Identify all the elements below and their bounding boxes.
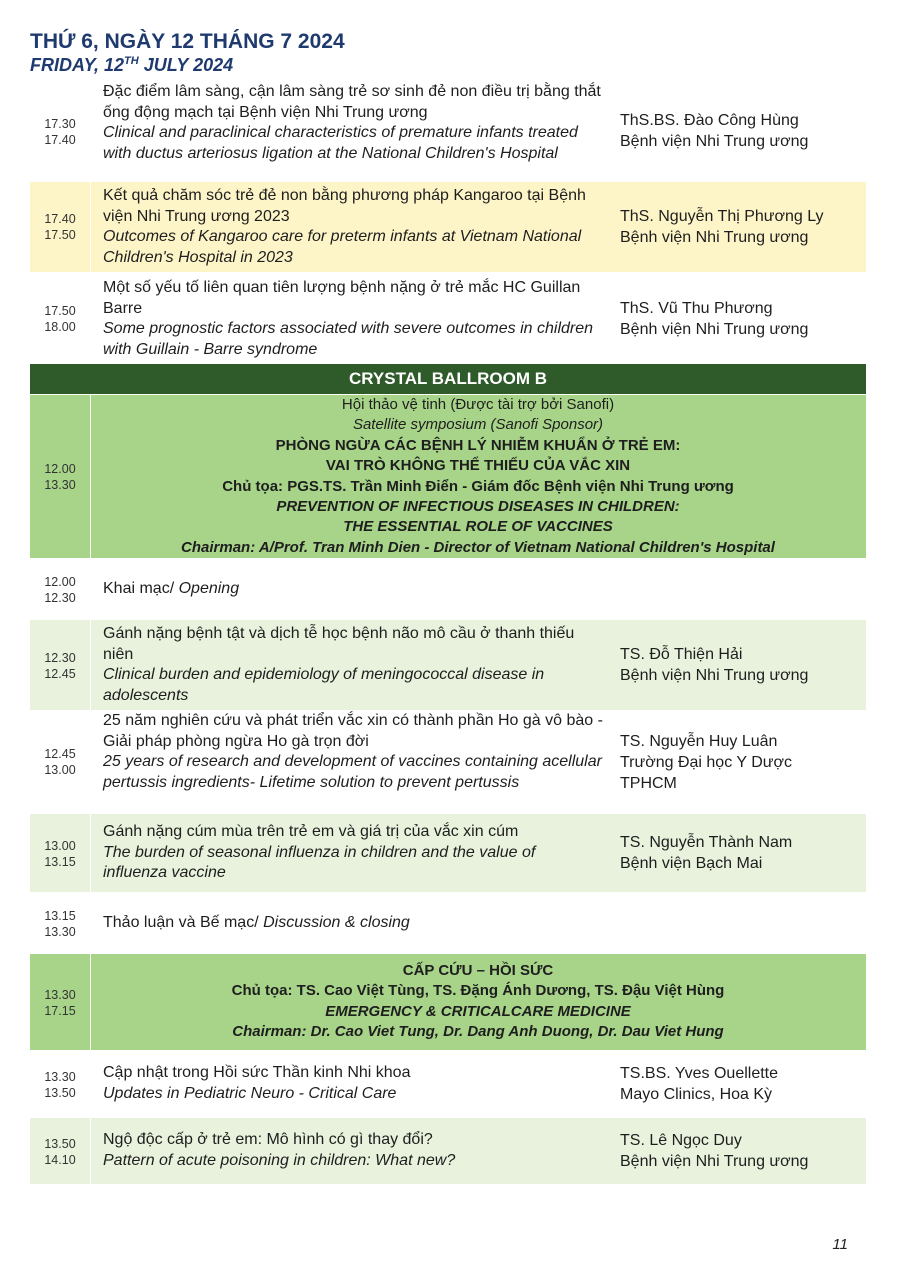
symposium-line: VAI TRÒ KHÔNG THỂ THIẾU CỦA VẮC XIN [325, 457, 631, 475]
time-start: 13.15 [44, 909, 76, 923]
talk-title-en: 25 years of research and development of vaccines containing acellular pertussis ingredients- Lifetime solution to prevent pertussis [103, 753, 602, 791]
time-start: 13.30 [44, 1070, 76, 1084]
symposium-line: Satellite symposium (Sanofi Sponsor) [352, 416, 604, 434]
talk-title-vi: Cập nhật trong Hồi sức Thần kinh Nhi khoa [103, 1064, 411, 1081]
speaker-name: TS.BS. Yves Ouellette [620, 1065, 779, 1082]
speaker-affiliation-cont: TPHCM [620, 775, 677, 792]
talk-title-en: Updates in Pediatric Neuro - Critical Care [103, 1084, 397, 1102]
time [30, 116, 90, 148]
talk-content [103, 711, 603, 793]
time-end: 18.00 [44, 320, 76, 334]
talk-content [103, 278, 603, 360]
time [30, 908, 90, 940]
speaker [620, 206, 860, 248]
symposium-chair-vi: Chủ tọa: PGS.TS. Trần Minh Điển - Giám đốc Bệnh viện Nhi Trung ương [222, 477, 734, 495]
time-end: 14.10 [44, 1153, 76, 1167]
agenda-row [30, 1118, 866, 1184]
speaker [620, 1063, 860, 1105]
speaker-affiliation: Bệnh viện Bạch Mai [620, 855, 763, 872]
time [30, 303, 90, 335]
speaker-name: TS. Đỗ Thiện Hải [620, 646, 743, 663]
time-start: 13.00 [44, 839, 76, 853]
talk-title-vi: Thảo luận và Bế mạc/ [103, 914, 264, 931]
talk-content [103, 1063, 603, 1104]
subtitle-suffix: JULY 2024 [138, 55, 234, 75]
page-title: THỨ 6, NGÀY 12 THÁNG 7 2024 [30, 30, 345, 53]
speaker-name: ThS.BS. Đào Công Hùng [620, 112, 799, 129]
talk-title-en: Outcomes of Kangaroo care for preterm infants at Vietnam National Children's Hospital in 2023 [103, 228, 582, 266]
column-divider [90, 182, 91, 272]
talk-title-en: Discussion & closing [263, 914, 410, 931]
time-start: 12.30 [44, 651, 76, 665]
agenda-row [30, 182, 866, 272]
time-start: 12.45 [44, 747, 76, 761]
talk-content [103, 186, 603, 268]
speaker-affiliation: Bệnh viện Nhi Trung ương [620, 229, 809, 246]
time-end: 13.30 [44, 925, 76, 939]
symposium-line: Hội thảo vệ tinh (Được tài trợ bởi Sanofi) [341, 396, 615, 413]
talk-title-vi: Gánh nặng cúm mùa trên trẻ em và giá trị của vắc xin cúm [103, 823, 519, 840]
session-title-vi: CẤP CỨU – HỒI SỨC [402, 962, 554, 979]
session-text [90, 961, 866, 1043]
speaker [620, 644, 860, 686]
session-block [30, 954, 866, 1050]
session-chair-vi: Chủ tọa: TS. Cao Việt Tùng, TS. Đặng Ánh Dương, TS. Đậu Việt Hùng [231, 982, 725, 1000]
talk-title-en: Clinical burden and epidemiology of meningococcal disease in adolescents [103, 666, 545, 704]
speaker [620, 298, 860, 340]
column-divider [90, 620, 91, 710]
room-header: CRYSTAL BALLROOM B [30, 364, 866, 394]
speaker-name: TS. Lê Ngọc Duy [620, 1132, 742, 1149]
time [30, 746, 90, 778]
symposium-chair-en: Chairman: A/Prof. Tran Minh Dien - Director of Vietnam National Children's Hospital [181, 538, 775, 556]
talk-title-en: Clinical and paraclinical characteristics of premature infants treated with ductus arteriosus ligation at the National Children's Hospital [103, 124, 578, 162]
speaker-affiliation: Bệnh viện Nhi Trung ương [620, 321, 809, 338]
agenda-row [30, 893, 866, 953]
time-end: 12.45 [44, 667, 76, 681]
talk-title-vi: Gánh nặng bệnh tật và dịch tễ học bệnh não mô cầu ở thanh thiếu niên [103, 625, 575, 663]
talk-title-en: Opening [178, 580, 240, 597]
page-subtitle [30, 55, 233, 76]
talk-title-vi: Một số yếu tố liên quan tiên lượng bệnh nặng ở trẻ mắc HC Guillan Barre [103, 279, 581, 317]
time [30, 650, 90, 682]
time-end: 13.00 [44, 763, 76, 777]
speaker [620, 832, 860, 874]
speaker-affiliation: Bệnh viện Nhi Trung ương [620, 1153, 809, 1170]
talk-title-vi: Đặc điểm lâm sàng, cận lâm sàng trẻ sơ sinh đẻ non điều trị bằng thắt ống động mạch tại Bệnh viện Nhi Trung ương [103, 83, 601, 121]
subtitle-sup: TH [124, 55, 139, 67]
speaker [620, 731, 860, 794]
talk-content [103, 913, 603, 934]
talk-content [103, 1130, 603, 1171]
speaker-affiliation: Bệnh viện Nhi Trung ương [620, 667, 809, 684]
speaker-affiliation: Mayo Clinics, Hoa Kỳ [620, 1086, 773, 1103]
time-end: 13.15 [44, 855, 76, 869]
column-divider [90, 814, 91, 892]
time [30, 987, 90, 1019]
symposium-line: PREVENTION OF INFECTIOUS DISEASES IN CHILDREN: [276, 498, 680, 516]
speaker-affiliation: Bệnh viện Nhi Trung ương [620, 133, 809, 150]
talk-title-vi: 25 năm nghiên cứu và phát triển vắc xin có thành phần Ho gà vô bào - Giải pháp phòng ngừa Ho gà trọn đời [103, 712, 603, 750]
talk-title-en: The burden of seasonal influenza in children and the value of influenza vaccine [103, 843, 536, 881]
speaker-name: ThS. Vũ Thu Phương [620, 300, 773, 317]
session-title-en: EMERGENCY & CRITICALCARE MEDICINE [325, 1002, 631, 1020]
talk-title-en: Pattern of acute poisoning in children: What new? [103, 1151, 456, 1169]
time-start: 13.50 [44, 1137, 76, 1151]
agenda-row [30, 711, 866, 813]
talk-title-vi: Kết quả chăm sóc trẻ đẻ non bằng phương pháp Kangaroo tại Bệnh viện Nhi Trung ương 2023 [103, 187, 586, 225]
time [30, 1069, 90, 1101]
column-divider [90, 1118, 91, 1184]
time [30, 211, 90, 243]
talk-content [103, 624, 603, 706]
time-start: 12.00 [44, 575, 76, 589]
session-chair-en: Chairman: Dr. Cao Viet Tung, Dr. Dang Anh Duong, Dr. Dau Viet Hung [232, 1023, 724, 1041]
talk-title-vi: Ngộ độc cấp ở trẻ em: Mô hình có gì thay đổi? [103, 1131, 433, 1148]
speaker-name: TS. Nguyễn Huy Luân [620, 733, 778, 750]
symposium-line: THE ESSENTIAL ROLE OF VACCINES [343, 518, 613, 536]
talk-title-vi: Khai mạc/ [103, 580, 179, 597]
time [30, 838, 90, 870]
speaker-name: TS. Nguyễn Thành Nam [620, 834, 793, 851]
agenda-row [30, 1051, 866, 1117]
time-start: 13.30 [44, 988, 76, 1002]
symposium-block [30, 395, 866, 558]
symposium-line: PHÒNG NGỪA CÁC BỆNH LÝ NHIỄM KHUẨN Ở TRẺ EM: [275, 436, 681, 454]
speaker-name: ThS. Nguyễn Thị Phương Ly [620, 208, 824, 225]
time-start: 17.30 [44, 117, 76, 131]
time-end: 13.50 [44, 1086, 76, 1100]
speaker [620, 110, 860, 152]
subtitle-prefix: FRIDAY, 12 [30, 55, 125, 75]
time-end: 17.40 [44, 133, 76, 147]
agenda-row [30, 620, 866, 710]
time-end: 17.50 [44, 228, 76, 242]
talk-content [103, 579, 603, 600]
time-start: 17.50 [44, 304, 76, 318]
agenda-row [30, 82, 866, 181]
time-end: 17.15 [44, 1004, 76, 1018]
agenda-row [30, 814, 866, 892]
speaker-affiliation: Trường Đại học Y Dược [620, 754, 792, 771]
time-start: 17.40 [44, 212, 76, 226]
talk-content [103, 822, 603, 884]
time-end: 13.30 [44, 478, 76, 492]
time-start: 12.00 [44, 462, 76, 476]
agenda-row [30, 559, 866, 619]
talk-title-en: Some prognostic factors associated with severe outcomes in children with Guillain - Barre syndrome [103, 320, 594, 358]
talk-content [103, 82, 603, 164]
time [30, 1136, 90, 1168]
agenda-row [30, 273, 866, 363]
time [30, 574, 90, 606]
page-number: 11 [832, 1236, 848, 1253]
time [30, 461, 90, 493]
speaker [620, 1130, 860, 1172]
symposium-text [90, 395, 866, 558]
time-end: 12.30 [44, 591, 76, 605]
